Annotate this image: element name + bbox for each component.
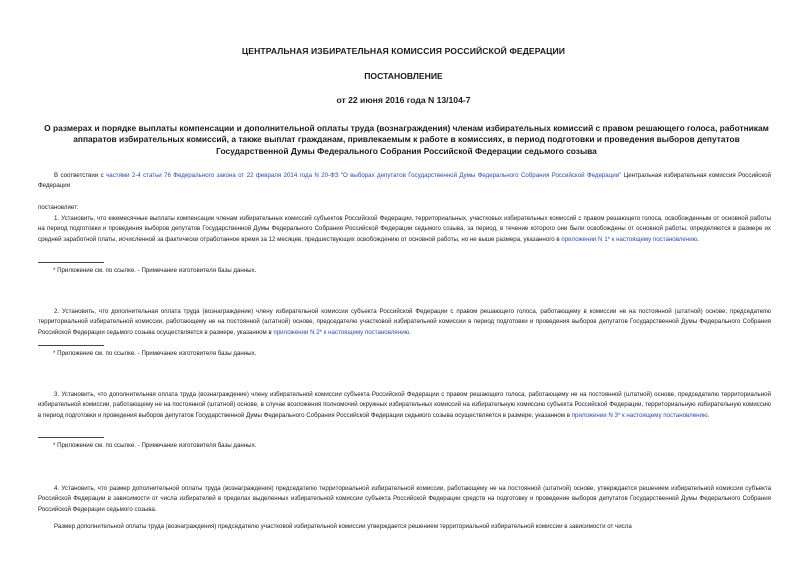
paragraph-3-text: 3. Установить, что дополнительная оплата труда (вознаграждение) члену избирательной комиссии субъекта Российской Федерации с правом решающего голоса, работающему не на постоянной (штатной) основе, председателю территориальной избирательной комиссии, работающему не на постоянной (штатной) основе, в случае возложения полномочий окружных избирательных комиссий на избирательную комиссию субъекта Российской Федерации, территориальную избирательную комиссию в период подготовки и проведения выборов депутатов Государственной Думы Федерального Собрания Российской Федерации седьмого созыва осуществляется в размере, указанном в <box>38 391 771 419</box>
paragraph-2 <box>38 307 771 338</box>
footnote-2: * Приложение см. по ссылке. - Примечание изготовителя базы данных. <box>53 350 257 357</box>
footnote-divider <box>38 345 104 346</box>
paragraph-1 <box>38 214 771 245</box>
preamble-after: Центральная избирательная комиссия Российской Федерации <box>38 172 771 190</box>
document-title: О размерах и порядке выплаты компенсации и дополнительной оплаты труда (вознаграждения) членам избирательных комиссий с правом решающего голоса, работникам аппаратов избирательных комиссий, а также выплат гражданам, привлекаемым к работе в комиссиях, в период подготовки и проведения выборов депутатов Государственной Думы Федерального Собрания Российской Федерации седьмого созыва <box>44 123 769 156</box>
appendix-1-link[interactable]: приложении N 1* к настоящему постановлению <box>561 235 698 243</box>
appendix-2-link[interactable]: приложении N 2* к настоящему постановлению <box>273 328 410 336</box>
document-type: ПОСТАНОВЛЕНИЕ <box>364 71 443 81</box>
document-date: от 22 июня 2016 года N 13/104-7 <box>336 95 471 105</box>
preamble-before: В соответствии с <box>54 172 107 179</box>
footnote-1: * Приложение см. по ссылке. - Примечание изготовителя базы данных. <box>53 267 257 274</box>
paragraph-3 <box>38 390 771 421</box>
preamble-paragraph <box>38 171 771 192</box>
paragraph-5-text: Размер дополнительной оплаты труда (вознаграждения) председателю участковой избирательной комиссии утверждается решением территориальной избирательной комиссии в зависимости от числа <box>54 523 632 530</box>
footnote-divider <box>38 437 104 438</box>
footnote-3: * Приложение см. по ссылке. - Примечание изготовителя базы данных. <box>53 442 257 449</box>
paragraph-1-text: 1. Установить, что ежемесячные выплаты компенсации членам избирательных комиссий субъектов Российской Федерации, территориальных, участковых избирательных комиссий с правом решающего голоса, освобожденным от основной работы на период подготовки и проведения выборов депутатов Государственной Думы Федерального Собрания Российской Федерации седьмого созыва, за период, в течение которого они были освобождены от основной работы, определяются в размере их средней заработной платы, исчисленной за фактически отработанное время за 12 месяцев, предшествующих освобождению от основной работы, но не выше размера, указанного в <box>38 215 771 243</box>
law-link[interactable]: частями 2-4 статьи 76 Федерального закона от 22 февраля 2014 года N 20-ФЗ "О выборах депутатов Государственной Думы Федерального Собрания Российской Федерации" <box>106 172 622 179</box>
appendix-3-link[interactable]: приложении N 3* к настоящему постановлению <box>571 411 708 419</box>
paragraph-4-text: 4. Установить, что размер дополнительной оплаты труда (вознаграждения) председателю территориальной избирательной комиссии, работающему не на постоянной (штатной) основе, утверждается решением избирательной комиссии субъекта Российской Федерации в зависимости от числа избирателей в пределах выделенных избирательной комиссии субъекта Российской Федерации средств на подготовку и проведение выборов депутатов Государственной Думы Федерального Собрания Российской Федерации седьмого созыва. <box>38 485 771 513</box>
issuer-heading: ЦЕНТРАЛЬНАЯ ИЗБИРАТЕЛЬНАЯ КОМИССИЯ РОССИЙСКОЙ ФЕДЕРАЦИИ <box>241 46 566 56</box>
paragraph-5 <box>38 522 771 532</box>
paragraph-3-end: . <box>707 411 710 419</box>
paragraph-2-end: . <box>409 328 411 336</box>
footnote-divider <box>38 262 104 263</box>
resolves-line: постановляет: <box>38 204 79 211</box>
paragraph-1-end: . <box>697 235 699 243</box>
paragraph-4 <box>38 484 771 515</box>
paragraph-2-text: 2. Установить, что дополнительная оплата труда (вознаграждение) члену избирательной комиссии субъекта Российской Федерации с правом решающего голоса, работающему в комиссии не на постоянной (штатной) основе, председателю территориальной избирательной комиссии, работающему не на постоянной (штатной) основе, председателю участковой избирательной комиссии в период подготовки и проведения выборов депутатов Государственной Думы Федерального Собрания Российской Федерации седьмого созыва осуществляется в размере, указанном в <box>38 308 771 336</box>
